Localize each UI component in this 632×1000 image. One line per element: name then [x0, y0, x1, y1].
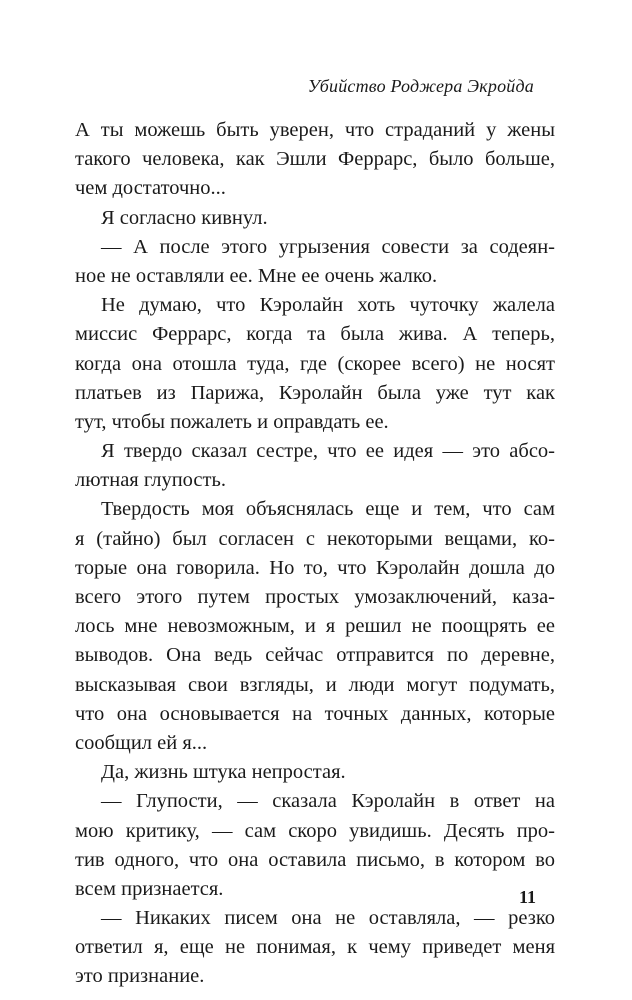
text-line: ное не оставляли ее. Мне ее очень жалко.: [75, 264, 438, 287]
text-line: Твердость моя объяснялась еще и тем, что сам: [101, 498, 555, 521]
text-line: я (тайно) был согласен с некоторыми вещами, ко-: [75, 527, 555, 550]
text-line: Я твердо сказал сестре, что ее идея — это абсо-: [101, 440, 555, 463]
text-line: Не думаю, что Кэролайн хоть чуточку жалела: [101, 294, 555, 317]
text-line: лютная глупость.: [75, 469, 226, 492]
text-line: что она основывается на точных данных, которые: [75, 702, 555, 725]
text-line: миссис Феррарс, когда та была жива. А теперь,: [75, 323, 555, 346]
text-line: Я согласно кивнул.: [101, 206, 268, 229]
text-line: тут, чтобы пожалеть и оправдать ее.: [75, 410, 389, 433]
text-line: — А после этого угрызения совести за содеян-: [101, 235, 555, 258]
text-line: всего этого путем простых умозаключений, каза-: [75, 586, 555, 608]
text-line: когда она отошла туда, где (скорее всего) не носят: [75, 352, 555, 375]
body-text: [75, 116, 555, 992]
text-line: платьев из Парижа, Кэролайн была уже тут как: [75, 381, 555, 404]
text-line: такого человека, как Эшли Феррарс, было больше,: [75, 148, 555, 171]
running-head: Убийство Роджера Экройда: [307, 76, 534, 96]
text-line: чем достаточно...: [75, 177, 226, 200]
text-line: А ты можешь быть уверен, что страданий у жены: [75, 119, 555, 141]
text-line: высказывая свои взгляды, и люди могут подумать,: [75, 673, 555, 696]
text-line: тив одного, что она оставила письмо, в котором во: [75, 848, 555, 871]
text-line: мою критику, — сам скоро увидишь. Десять про-: [75, 819, 555, 842]
text-line: — Никаких писем она не оставляла, — резко: [101, 907, 555, 930]
text-line: всем признается.: [75, 877, 224, 900]
text-line: сообщил ей я...: [75, 731, 208, 754]
text-line: выводов. Она ведь сейчас отправится по деревне,: [75, 644, 555, 667]
text-line: лось мне невозможным, и я решил не поощрять ее: [75, 615, 555, 638]
text-line: — Глупости, — сказала Кэролайн в ответ на: [101, 790, 555, 813]
text-line: Да, жизнь штука непростая.: [101, 761, 346, 784]
page-number: 11: [518, 887, 536, 907]
text-line: торые она говорила. Но то, что Кэролайн дошла до: [75, 556, 555, 579]
text-line: это признание.: [75, 965, 205, 988]
text-line: ответил я, еще не понимая, к чему приведет меня: [75, 936, 555, 959]
